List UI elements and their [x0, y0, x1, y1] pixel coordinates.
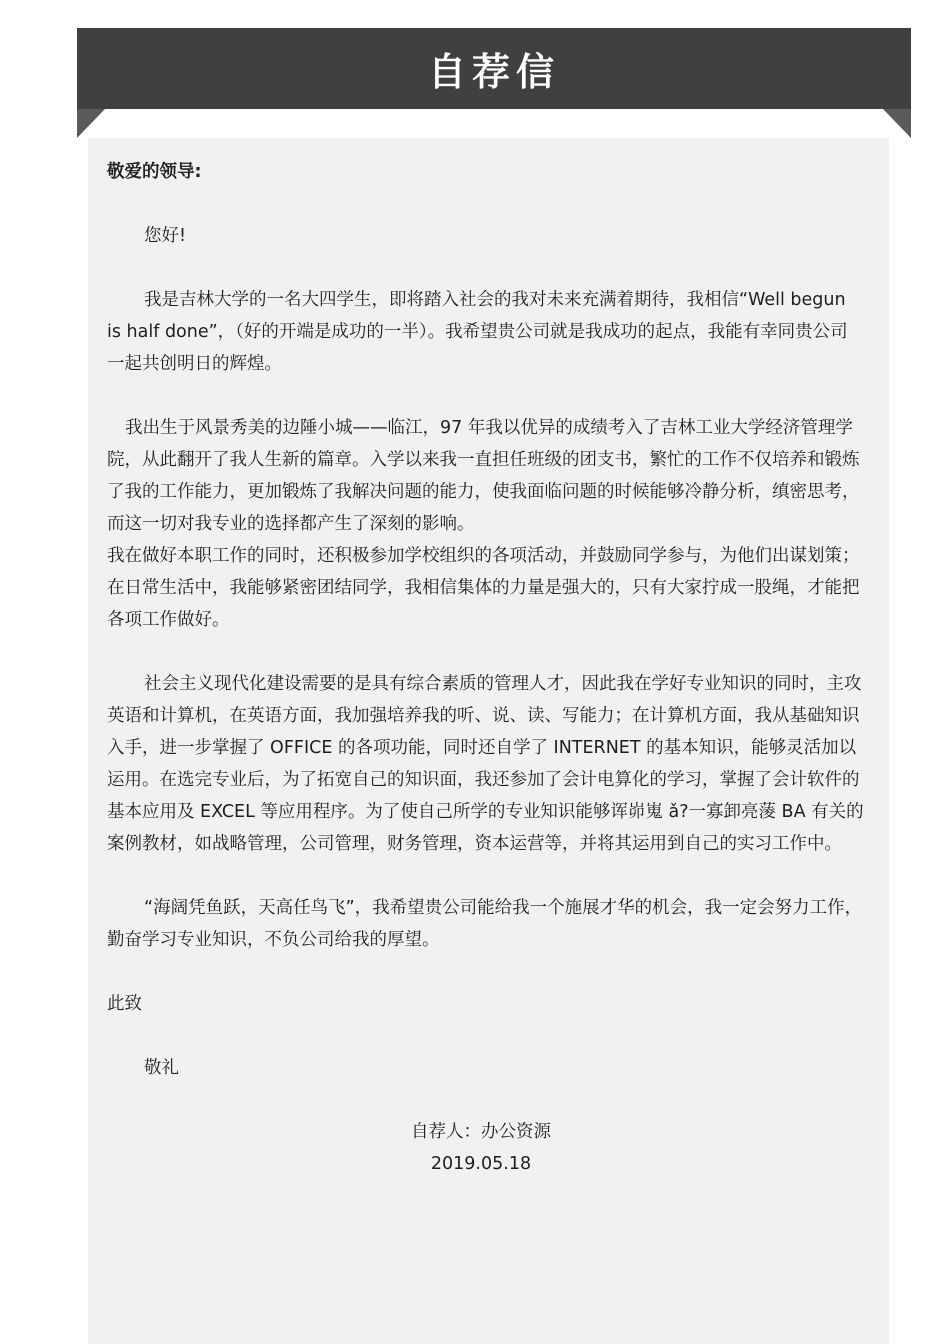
page-title: 自荐信 [427, 50, 560, 94]
greeting: 您好! [144, 226, 187, 246]
salutation: 敬爱的领导: [107, 162, 202, 182]
paragraph-skills: 社会主义现代化建设需要的是具有综合素质的管理人才，因此我在学好专业知识的同时，主攻英语和计算机，在英语方面，我加强培养我的听、说、读、写能力；在计算机方面，我从基础知识入手，进一步掌握了 OFFICE 的各项功能，同时还自学了 INTERNET 的基本知识，能够灵活加以运用。在选完专业后，为了拓宽自己的知识面，我还参加了会计电算化的学习，掌握了会计软件的基本应用及 EXCEL 等应用程序。为了使自己所学的专业知识能够诨峁嵬 ǎ?一寡卸亮蔆 BA 有关的案例教材，如战略管理，公司管理，财务管理，资本运营等，并将其运用到自己的实习工作中。 [107, 674, 864, 854]
paragraph-aspiration: “海阔凭鱼跃，天高任鸟飞”，我希望贵公司能给我一个施展才华的机会，我一定会努力工作，勤奋学习专业知识，不负公司给我的厚望。 [107, 898, 863, 950]
title-banner [77, 28, 911, 109]
signature: 自荐人：办公资源 [411, 1122, 551, 1142]
paragraph-activities: 我在做好本职工作的同时，还积极参加学校组织的各项活动，并鼓励同学参与，为他们出谋划策；在日常生活中，我能够紧密团结同学，我相信集体的力量是强大的，只有大家拧成一股绳，才能把各项工作做好。 [107, 546, 860, 630]
paragraph-background: 我出生于风景秀美的边陲小城——临江，97 年我以优异的成绩考入了吉林工业大学经济管理学院，从此翻开了我人生新的篇章。入学以来我一直担任班级的团支书，繁忙的工作不仅培养和锻炼了我的工作能力，更加锻炼了我解决问题的能力，使我面临问题的时候能够冷静分析，缜密思考，而这一切对我专业的选择都产生了深刻的影响。 [107, 418, 860, 534]
letter-body [107, 156, 865, 1180]
paragraph-intro: 我是吉林大学的一名大四学生，即将踏入社会的我对未来充满着期待，我相信“Well begun is half done”，（好的开端是成功的一半）。我希望贵公司就是我成功的起点，我能有幸同贵公司一起共创明日的辉煌。 [107, 290, 848, 374]
regards: 敬礼 [144, 1058, 179, 1078]
closing: 此致 [107, 994, 142, 1014]
letter-date: 2019.05.18 [430, 1154, 532, 1174]
ribbon-fold-right [883, 109, 911, 138]
ribbon-fold-left [77, 109, 105, 138]
